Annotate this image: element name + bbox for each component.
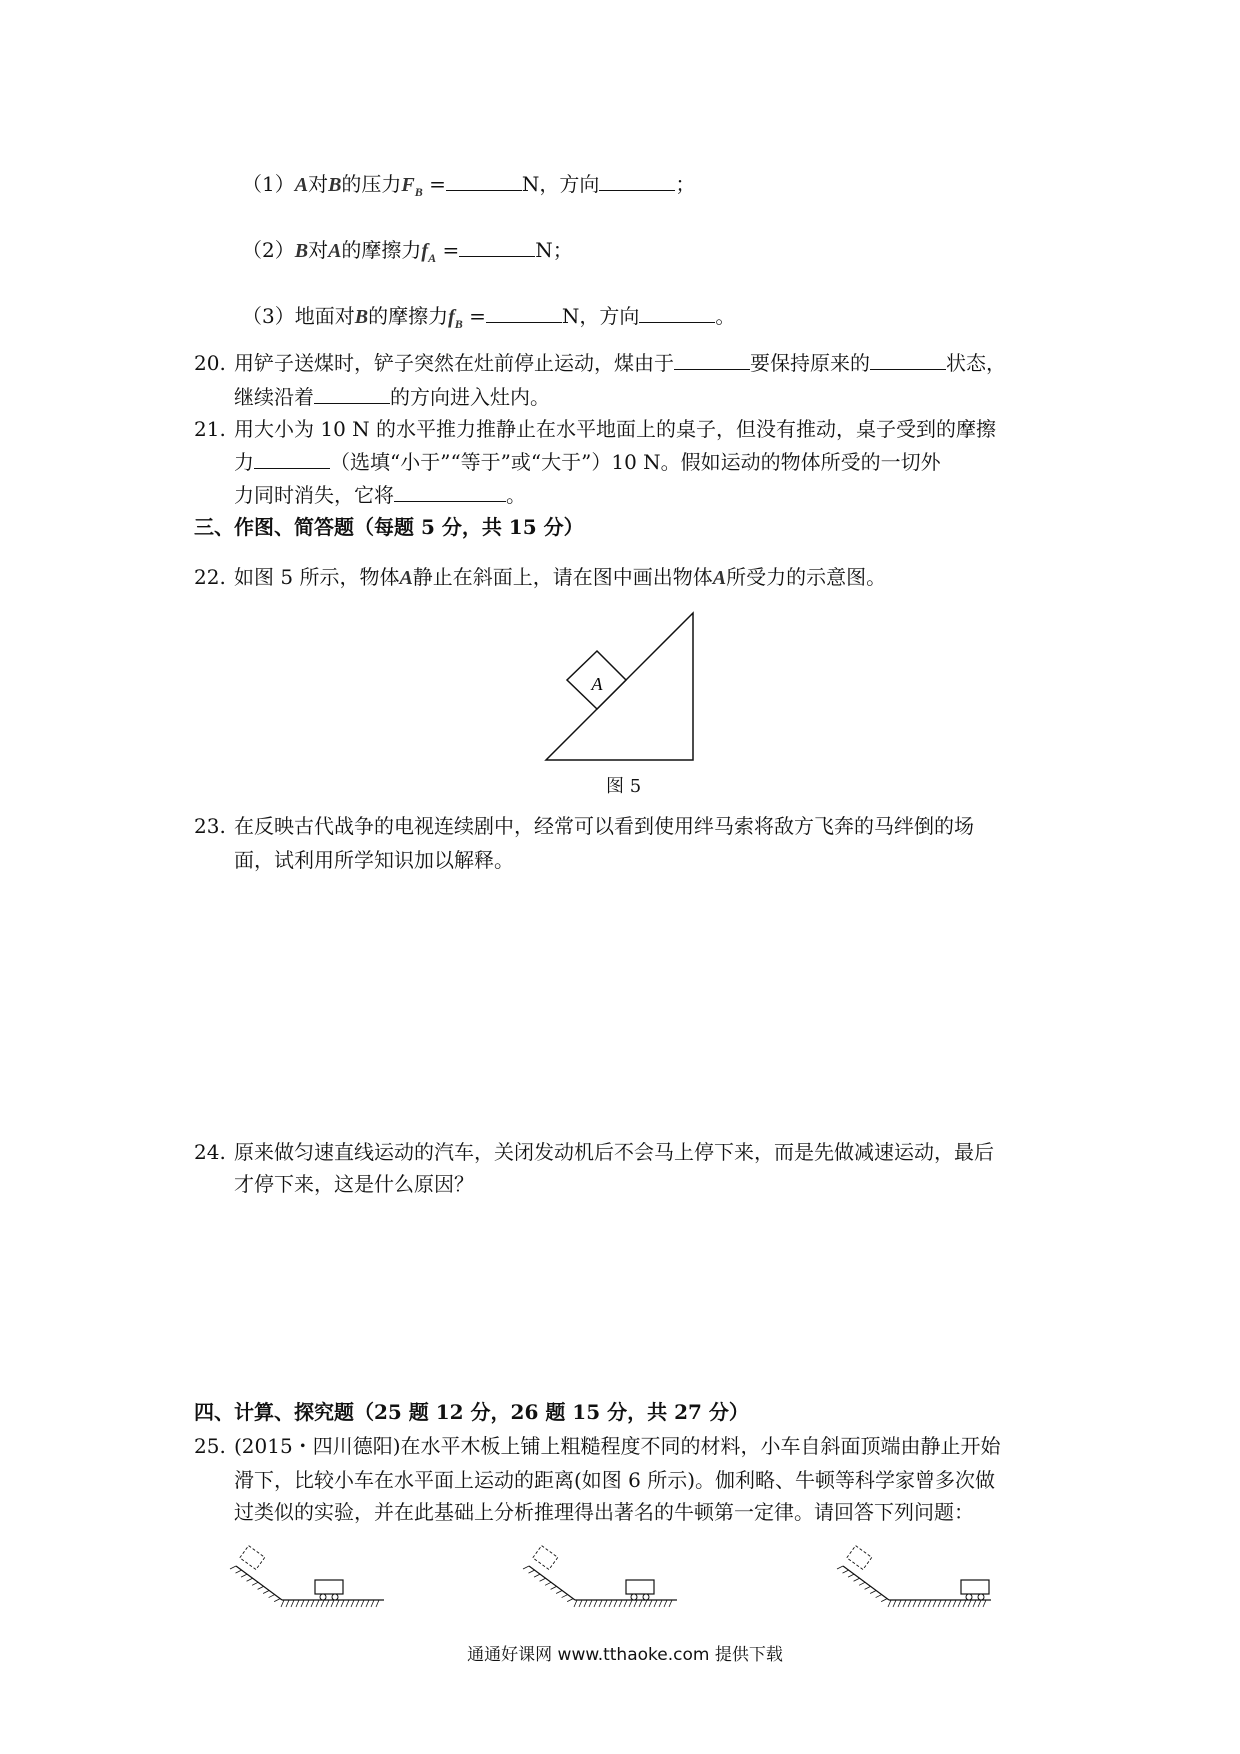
hatch-mark xyxy=(331,1600,334,1607)
hatch-mark xyxy=(649,1600,652,1607)
hatch-mark xyxy=(624,1600,627,1607)
figure-6-ramp-2 xyxy=(529,1558,679,1613)
hatch-mark xyxy=(247,1578,253,1581)
equals: = xyxy=(462,304,486,328)
hatch-mark xyxy=(948,1600,951,1607)
figure-5-caption: 图 5 xyxy=(606,776,642,797)
hatch-mark xyxy=(654,1600,657,1607)
hatch-mark xyxy=(336,1600,339,1607)
hatch-mark xyxy=(263,1590,269,1593)
hatch-mark xyxy=(664,1600,667,1607)
text: 力 xyxy=(234,450,254,474)
hatch-mark xyxy=(614,1600,617,1607)
hatch-mark xyxy=(928,1600,931,1607)
figure-5-incline xyxy=(0,0,1240,800)
hatch-mark xyxy=(351,1600,354,1607)
hatch-mark xyxy=(258,1586,264,1589)
q24-line2: 才停下来，这是什么原因？ xyxy=(234,1172,474,1196)
question-number: 24. xyxy=(194,1140,226,1164)
hatch-mark xyxy=(639,1600,642,1607)
text: 状态， xyxy=(946,351,1006,375)
text: 。 xyxy=(506,483,526,507)
q25-line1: (2015・四川德阳)在水平木板上铺上粗糙程度不同的材料，小车自斜面顶端由静止开始 xyxy=(234,1434,1001,1458)
hatch-mark xyxy=(599,1600,602,1607)
hatch-mark xyxy=(843,1570,849,1573)
hatch-mark xyxy=(958,1600,961,1607)
hatch-mark xyxy=(968,1600,971,1607)
prefix: （2） xyxy=(242,238,295,262)
hatch-mark xyxy=(556,1590,562,1593)
hatch-mark xyxy=(619,1600,622,1607)
cart-body xyxy=(961,1580,989,1594)
slope-line xyxy=(843,1566,889,1600)
cart-wheel xyxy=(643,1594,649,1600)
hatch-mark xyxy=(898,1600,901,1607)
prefix: （1） xyxy=(242,172,295,196)
hatch-mark xyxy=(963,1600,966,1607)
hatch-mark xyxy=(669,1600,672,1607)
var-b: B xyxy=(294,240,309,262)
figure-6-ramp-1 xyxy=(236,1558,386,1613)
text: 的压力 xyxy=(341,172,402,196)
hatch-mark xyxy=(865,1586,871,1589)
var-a: A xyxy=(328,240,342,262)
cart-wheel xyxy=(332,1594,338,1600)
hatch-mark xyxy=(361,1600,364,1607)
q23-line2: 面，试利用所学知识加以解释。 xyxy=(234,848,514,872)
hatch-mark xyxy=(888,1600,891,1607)
subscript: B xyxy=(454,317,463,331)
equals: = xyxy=(436,238,460,262)
q21-line1: 用大小为 10 N 的水平推力推静止在水平地面上的桌子，但没有推动，桌子受到的摩擦 xyxy=(234,417,997,441)
hatch-mark xyxy=(908,1600,911,1607)
hatch-mark xyxy=(523,1566,529,1569)
hatch-mark xyxy=(870,1590,876,1593)
var-f: F xyxy=(401,174,415,196)
hatch-mark xyxy=(241,1574,247,1577)
text: N，方向 xyxy=(521,172,600,196)
hatch-mark xyxy=(545,1582,551,1585)
hatch-mark xyxy=(321,1600,324,1607)
hatch-mark xyxy=(973,1600,976,1607)
hatch-mark xyxy=(269,1595,275,1598)
hatch-mark xyxy=(881,1599,887,1602)
prefix: （3）地面对 xyxy=(242,304,355,328)
cart-wheel xyxy=(631,1594,637,1600)
q25-line3: 过类似的实验，并在此基础上分析推理得出著名的牛顿第一定律。请回答下列问题： xyxy=(234,1500,974,1524)
hatch-mark xyxy=(534,1574,540,1577)
figure-6-ramp-3 xyxy=(843,1558,993,1613)
hatch-mark xyxy=(629,1600,632,1607)
hatch-mark xyxy=(311,1600,314,1607)
hatch-mark xyxy=(551,1586,557,1589)
var-b: B xyxy=(328,174,342,196)
hatch-mark xyxy=(230,1566,236,1569)
subscript: A xyxy=(428,251,437,265)
text: 力同时消失，它将 xyxy=(234,483,394,507)
slope-line xyxy=(236,1566,282,1600)
text: 的摩擦力 xyxy=(368,304,449,328)
hatch-mark xyxy=(923,1600,926,1607)
cart-wheel xyxy=(966,1594,972,1600)
var-a: A xyxy=(399,567,413,589)
dashed-cart-start xyxy=(847,1546,872,1570)
hatch-mark xyxy=(286,1600,289,1607)
cart-body xyxy=(315,1580,343,1594)
hatch-mark xyxy=(859,1582,865,1585)
hatch-mark xyxy=(316,1600,319,1607)
question-number: 25. xyxy=(194,1434,226,1458)
hatch-mark xyxy=(609,1600,612,1607)
text: 要保持原来的 xyxy=(750,351,870,375)
hatch-mark xyxy=(529,1570,535,1573)
footer-watermark: 通通好课网 www.tthaoke.com 提供下载 xyxy=(467,1645,783,1665)
text: ； xyxy=(675,172,696,196)
hatch-mark xyxy=(983,1600,986,1607)
hatch-mark xyxy=(274,1599,280,1602)
hatch-mark xyxy=(540,1578,546,1581)
hatch-mark xyxy=(306,1600,309,1607)
hatch-mark xyxy=(913,1600,916,1607)
question-number: 20. xyxy=(194,351,226,375)
text: 用铲子送煤时，铲子突然在灶前停止运动，煤由于 xyxy=(234,351,674,375)
subscript: B xyxy=(414,185,423,199)
q24-line1: 原来做匀速直线运动的汽车，关闭发动机后不会马上停下来，而是先做减速运动，最后 xyxy=(234,1140,994,1164)
hatch-mark xyxy=(933,1600,936,1607)
hatch-mark xyxy=(562,1595,568,1598)
cart-wheel xyxy=(978,1594,984,1600)
hatch-mark xyxy=(893,1600,896,1607)
hatch-mark xyxy=(296,1600,299,1607)
text: （选填“小于”“等于”或“大于”）10 N。假如运动的物体所受的一切外 xyxy=(330,450,941,474)
var-a: A xyxy=(712,567,727,589)
hatch-mark xyxy=(837,1566,843,1569)
hatch-mark xyxy=(376,1600,379,1607)
cart-wheel xyxy=(320,1594,326,1600)
hatch-mark xyxy=(938,1600,941,1607)
hatch-mark xyxy=(291,1600,294,1607)
hatch-mark xyxy=(659,1600,662,1607)
hatch-mark xyxy=(236,1570,242,1573)
hatch-mark xyxy=(953,1600,956,1607)
text: 的摩擦力 xyxy=(341,238,422,262)
hatch-mark xyxy=(371,1600,374,1607)
var-f: f xyxy=(448,306,455,328)
var-f: f xyxy=(421,240,429,262)
q25-line2: 滑下，比较小车在水平面上运动的距离(如图 6 所示)。伽利略、牛顿等科学家曾多次做 xyxy=(234,1468,996,1492)
hatch-mark xyxy=(978,1600,981,1607)
text: 。 xyxy=(715,304,736,328)
text: 的方向进入灶内。 xyxy=(390,385,550,409)
hatch-mark xyxy=(594,1600,597,1607)
text: 如图 5 所示，物体 xyxy=(234,565,400,589)
text: N； xyxy=(535,238,573,262)
hatch-mark xyxy=(918,1600,921,1607)
hatch-mark xyxy=(567,1599,573,1602)
hatch-mark xyxy=(346,1600,349,1607)
text: 继续沿着 xyxy=(234,385,314,409)
equals: = xyxy=(422,172,446,196)
hatch-mark xyxy=(854,1578,860,1581)
hatch-mark xyxy=(341,1600,344,1607)
q23-line1: 在反映古代战争的电视连续剧中，经常可以看到使用绊马索将敌方飞奔的马绊倒的场 xyxy=(234,814,974,838)
block-label: A xyxy=(591,674,603,694)
question-number: 21. xyxy=(194,417,226,441)
cart-body xyxy=(626,1580,654,1594)
section-3-heading: 三、作图、简答题（每题 5 分，共 15 分） xyxy=(194,515,584,539)
hatch-mark xyxy=(604,1600,607,1607)
hatch-mark xyxy=(326,1600,329,1607)
var-b: B xyxy=(354,306,369,328)
slope-line xyxy=(529,1566,575,1600)
hatch-mark xyxy=(634,1600,637,1607)
dashed-cart-start xyxy=(240,1546,265,1570)
hatch-mark xyxy=(644,1600,647,1607)
hatch-mark xyxy=(848,1574,854,1577)
hatch-mark xyxy=(356,1600,359,1607)
hatch-mark xyxy=(876,1595,882,1598)
question-number: 22. xyxy=(194,565,226,589)
hatch-mark xyxy=(574,1600,577,1607)
question-number: 23. xyxy=(194,814,226,838)
text: 静止在斜面上，请在图中画出物体 xyxy=(412,565,713,589)
dashed-cart-start xyxy=(533,1546,558,1570)
text: 对 xyxy=(308,172,329,196)
var-a: A xyxy=(294,174,309,196)
hatch-mark xyxy=(579,1600,582,1607)
hatch-mark xyxy=(589,1600,592,1607)
hatch-mark xyxy=(301,1600,304,1607)
text: 对 xyxy=(308,238,329,262)
text: N，方向 xyxy=(561,304,640,328)
section-4-heading: 四、计算、探究题（25 题 12 分，26 题 15 分，共 27 分） xyxy=(194,1400,749,1424)
hatch-mark xyxy=(252,1582,258,1585)
hatch-mark xyxy=(903,1600,906,1607)
text: 所受力的示意图。 xyxy=(726,565,887,589)
hatch-mark xyxy=(281,1600,284,1607)
hatch-mark xyxy=(943,1600,946,1607)
hatch-mark xyxy=(584,1600,587,1607)
hatch-mark xyxy=(366,1600,369,1607)
